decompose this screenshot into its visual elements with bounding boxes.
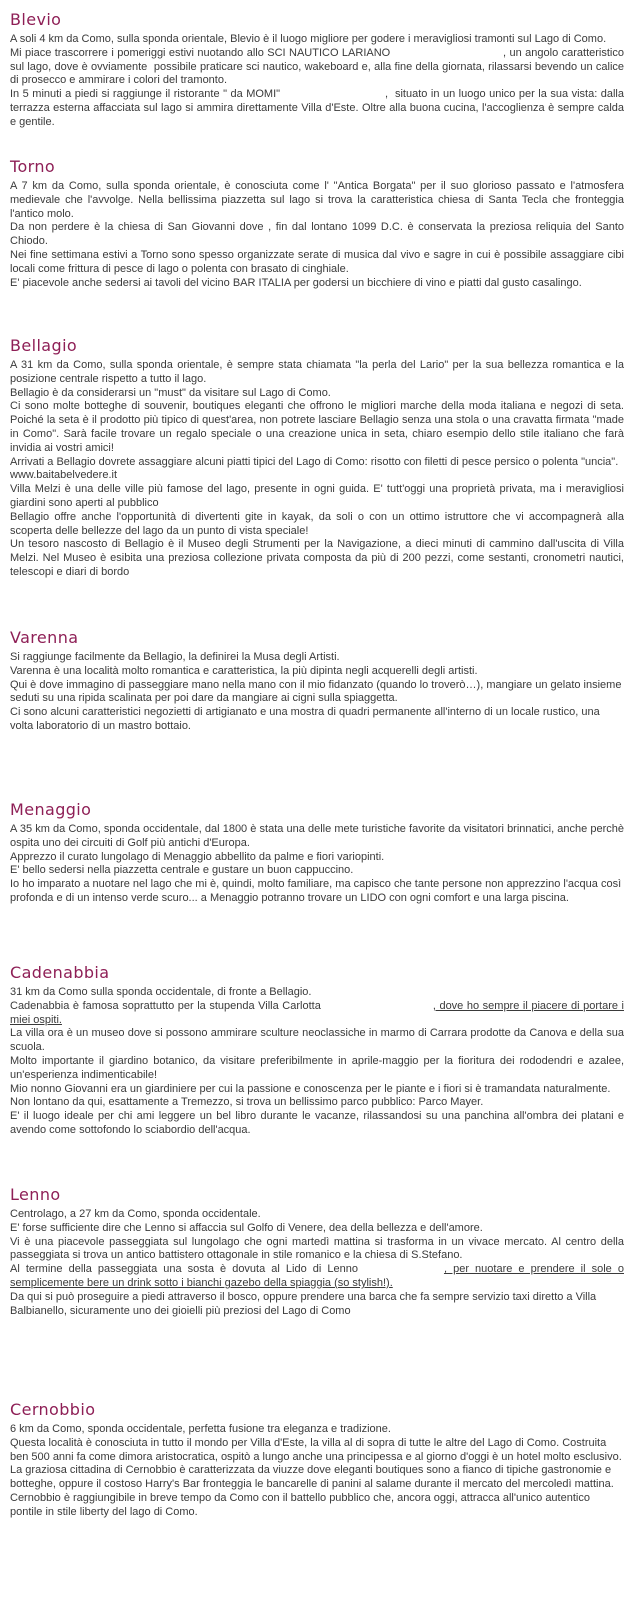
paragraph: A 35 km da Como, sponda occidentale, dal 1800 è stata una delle mete turistiche favorite da visitatori brinnatici, anche perchè ospita uno dei circuiti di Golf più antichi d'Europa. [10, 823, 624, 849]
paragraph: Cernobbio è raggiungibile in breve tempo da Como con il battello pubblico che, ancora oggi, attracca all'unico autentico pontile in stile liberty del lago di Como. [10, 1491, 590, 1518]
paragraph [10, 1263, 624, 1291]
paragraph: Questa località è conosciuta in tutto il mondo per Villa d'Este, la villa al di sopra di tutte le altre del Lago di Como. Costruita ben 500 anni fa come dimora aristocratica, ospitò a lungo anche una principessa e al giorno d'oggi è un hotel molto esclusivo. [10, 1436, 622, 1463]
paragraph: A soli 4 km da Como, sulla sponda orientale, Blevio è il luogo migliore per godere i meravigliosi tramonti sul Lago di Como. [10, 33, 607, 45]
paragraph: Da qui si può proseguire a piedi attraverso il bosco, oppure prendere una barca che fa sempre servizio taxi diretto a Villa Balbianello, sicuramente uno dei gioielli più preziosi del Lago di Como [10, 1290, 597, 1317]
section-title: Menaggio [10, 800, 92, 819]
section-cadenabbia [10, 963, 624, 1138]
paragraph-text: Cadenabbia è famosa soprattutto per la stupenda Villa Carlotta [10, 999, 321, 1012]
paragraph [10, 1000, 624, 1028]
paragraph: 31 km da Como sulla sponda occidentale, di fronte a Bellagio. [10, 986, 312, 998]
paragraph: Ci sono molte botteghe di souvenir, boutiques eleganti che offrono le migliori marche della moda italiana e negozi di seta. Poiché la seta è il prodotto più tipico di quest'area, non potrete lasciare Bellagio senza una stola o una cravatta firmata "made in Como". Sarà facile trovare un regalo speciale o una creazione unica in seta, chiaro esempio dello stile italiano che farà invidia ai vostri amici! [10, 400, 624, 454]
section-title: Cadenabbia [10, 963, 110, 982]
paragraph: Si raggiunge facilmente da Bellagio, la definirei la Musa degli Artisti. [10, 651, 340, 663]
section-title: Blevio [10, 10, 62, 29]
paragraph: Molto importante il giardino botanico, da visitare preferibilmente in aprile-maggio per la fioritura dei rododendri e azalee, un'esperienza indimenticabile! [10, 1054, 624, 1081]
section-cernobbio [10, 1400, 624, 1520]
paragraph: In 5 minuti a piedi si raggiunge il ristorante " da MOMI" , situato in un luogo unico per la sua vista: dalla terrazza esterna affacciata sul lago si ammira direttamente Villa d'Este. Oltre alla buona cucina, l'accoglienza è sempre calda e gentile. [10, 88, 628, 128]
section-varenna [10, 628, 624, 734]
section-title: Varenna [10, 628, 79, 647]
paragraph: Vi è una piacevole passeggiata sul lungolago che ogni martedì mattina si trasforma in un vivace mercato. Al centro della passeggiata si trova un antico battistero ottagonale in stile romanico e la chiesa di S.Stefano. [10, 1235, 624, 1262]
paragraph: E' il luogo ideale per chi ami leggere un bel libro durante le vacanze, rilassandosi su una panchina all'ombra dei platani e avendo come sottofondo lo sciabordio dell'acqua. [10, 1110, 624, 1136]
paragraph: A 7 km da Como, sulla sponda orientale, è conosciuta come l' "Antica Borgata" per il suo glorioso passato e l'atmosfera medievale che l'avvolge. Nella bellissima piazzetta sul lago si trova la caratteristica chiesa di Santa Tecla che fronteggia l'antico molo. [10, 180, 624, 220]
paragraph: Villa Melzi è una delle ville più famose del lago, presente in ogni guida. E' tutt'oggi una proprietà privata, ma i meravigliosi giardini sono aperti al pubblico [10, 483, 624, 509]
section-menaggio [10, 800, 624, 906]
paragraph: Centrolago, a 27 km da Como, sponda occidentale. [10, 1208, 261, 1220]
paragraph: Io ho imparato a nuotare nel lago che mi è, quindi, molto familiare, ma capisco che tante persone non apprezzino l'acqua così profonda e di un intenso verde scuro... a Menaggio potranno trovare un LIDO con ogni comfort e una larga piscina. [10, 878, 622, 904]
paragraph: E' piacevole anche sedersi ai tavoli del vicino BAR ITALIA per godersi un bicchiere di vino e piatti dal gusto casalingo. [10, 276, 582, 289]
paragraph: 6 km da Como, sponda occidentale, perfetta fusione tra eleganza e tradizione. [10, 1423, 391, 1435]
paragraph: E' forse sufficiente dire che Lenno si affaccia sul Golfo di Venere, dea della bellezza e dell'amore. [10, 1221, 483, 1234]
paragraph: Apprezzo il curato lungolago di Menaggio abbellito da palme e fiori variopinti. [10, 850, 385, 863]
section-blevio [10, 10, 628, 130]
paragraph: A 31 km da Como, sulla sponda orientale, è sempre stata chiamata "la perla del Lario" per la sua bellezza romantica e la posizione centrale rispetto a tutto il lago. [10, 359, 624, 385]
section-title: Cernobbio [10, 1400, 96, 1419]
paragraph: Varenna è una località molto romantica e caratteristica, la più dipinta negli acquerelli degli artisti. [10, 664, 478, 677]
paragraph: Bellagio è da considerarsi un "must" da visitare sul Lago di Como. [10, 386, 331, 399]
section-torno [10, 157, 624, 290]
paragraph: Non lontano da qui, esattamente a Tremezzo, si trova un bellissimo parco pubblico: Parco Mayer. [10, 1096, 484, 1109]
paragraph: Qui è dove immagino di passeggiare mano nella mano con il mio fidanzato (quando lo troverò…), mangiare un gelato insieme seduti su una ripida scalinata per poi dare da mangiare ai cigni sulla spiaggetta. [10, 678, 622, 705]
paragraph: La graziosa cittadina di Cernobbio è caratterizzata da viuzze dove eleganti boutiques sono a fianco di tipiche gastronomie e botteghe, oppure il costoso Harry's Bar fronteggia le bancarelle di panini al salame durante il mercato del mercoledì mattina. [10, 1464, 614, 1491]
section-title: Lenno [10, 1185, 61, 1204]
section-lenno [10, 1185, 624, 1318]
paragraph: Nei fine settimana estivi a Torno sono spesso organizzate serate di musica dal vivo e sagre in cui è possibile assaggiare cibi locali come frittura di pesce di lago o polenta con brasato di cinghiale. [10, 248, 624, 275]
section-title: Bellagio [10, 336, 78, 355]
section-title: Torno [10, 157, 56, 176]
paragraph: Arrivati a Bellagio dovrete assaggiare alcuni piatti tipici del Lago di Como: risotto con filetti di pesce persico o polenta "uncia". www.baitabelvedere.it [10, 455, 619, 482]
paragraph: Ci sono alcuni caratteristici negozietti di artigianato e una mostra di quadri permanente all'interno di un locale rustico, una volta laboratorio di un mastro bottaio. [10, 706, 600, 732]
paragraph: La villa ora è un museo dove si possono ammirare sculture neoclassiche in marmo di Carrara prodotte da Canova e della sua scuola. [10, 1027, 624, 1054]
paragraph: Bellagio offre anche l'opportunità di divertenti gite in kayak, da soli o con un ottimo istruttore che vi accompagnerà alla scoperta delle bellezze del lago da un punto di vista speciale! [10, 510, 624, 537]
paragraph: Mio nonno Giovanni era un giardiniere per cui la passione e conoscenza per le piante e i fiori si è tramandata naturalmente. [10, 1082, 611, 1095]
paragraph: Da non perdere è la chiesa di San Giovanni dove , fin dal lontano 1099 D.C. è conservata la preziosa reliquia del Santo Chiodo. [10, 221, 624, 248]
paragraph: Un tesoro nascosto di Bellagio è il Museo degli Strumenti per la Navigazione, a dieci minuti di cammino dall'uscita di Villa Melzi. Nel Museo è esibita una preziosa collezione privata composta da più di 200 pezzi, come sestanti, cronometri nautici, telescopi e diari di bordo [10, 538, 624, 578]
section-bellagio [10, 336, 624, 580]
lido-di-lenno-link[interactable]: , per nuotare e prendere il sole o semplicemente bere un drink sotto i bianchi gazebo della spiaggia (so stylish!). [10, 1263, 624, 1289]
villa-carlotta-link[interactable]: , dove ho sempre il piacere di portare i miei ospiti. [10, 999, 624, 1026]
paragraph-text: Al termine della passeggiata una sosta è dovuta al Lido di Lenno [10, 1263, 358, 1276]
paragraph: E' bello sedersi nella piazzetta centrale e gustare un buon cappuccino. [10, 864, 354, 877]
paragraph: Mi piace trascorrere i pomeriggi estivi nuotando allo SCI NAUTICO LARIANO , un angolo caratteristico sul lago, dove è ovviamente possibile praticare sci nautico, wakeboard e, alla fine della giornata, rilassarsi bevendo un calice di prosecco e ammirare i colori del tramonto. [10, 46, 628, 87]
